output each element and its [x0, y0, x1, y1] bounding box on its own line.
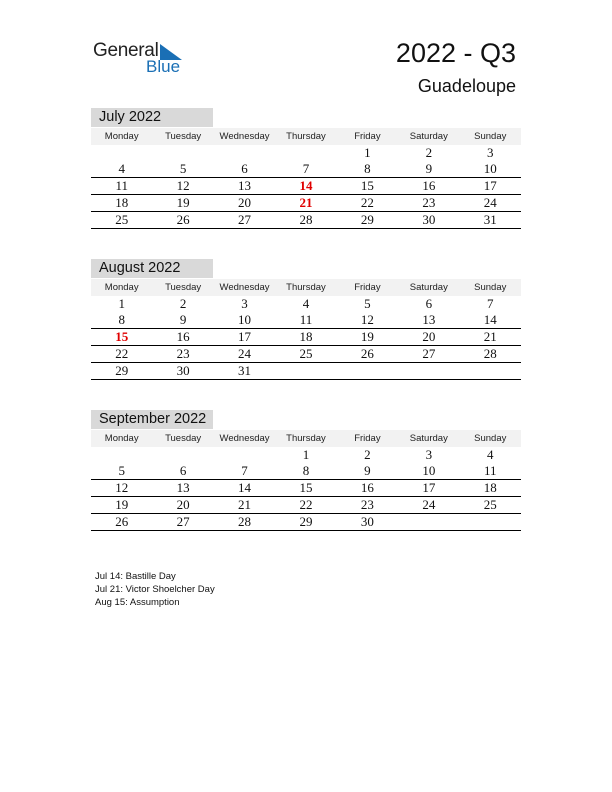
day-cell: 26 — [91, 514, 152, 531]
day-cell: 16 — [152, 329, 213, 346]
day-cell: 4 — [487, 447, 494, 462]
holiday-notes — [95, 570, 215, 609]
week-row — [91, 178, 521, 195]
day-cell: 1 — [118, 296, 125, 311]
empty-day-cell — [275, 145, 336, 161]
day-cell: 2 — [425, 145, 433, 160]
empty-day-cell — [460, 363, 521, 380]
weekday-label: Sunday — [460, 128, 521, 145]
day-cell: 8 — [275, 463, 336, 480]
weekday-label: Saturday — [398, 430, 459, 447]
month-title: July 2022 — [91, 108, 213, 127]
week-row — [91, 312, 521, 329]
empty-day-cell — [152, 447, 213, 463]
month-block-september — [91, 410, 521, 531]
day-cell: 26 — [152, 212, 213, 229]
day-cell: 29 — [275, 514, 336, 531]
weekday-label: Wednesday — [214, 279, 275, 296]
day-cell: 2 — [179, 296, 187, 311]
day-cell: 13 — [214, 178, 275, 195]
month-calendar-grid — [91, 430, 521, 531]
weekday-header-row — [91, 128, 521, 145]
day-cell: 11 — [91, 178, 152, 195]
day-cell: 10 — [460, 161, 521, 178]
day-cell: 21 — [460, 329, 521, 346]
day-cell: 18 — [275, 329, 336, 346]
empty-day-cell — [91, 145, 152, 161]
day-cell: 6 — [152, 463, 213, 480]
weekday-label: Tuesday — [152, 279, 213, 296]
day-cell: 7 — [214, 463, 275, 480]
empty-day-cell — [275, 363, 336, 380]
day-cell: 10 — [214, 312, 275, 329]
day-cell: 22 — [275, 497, 336, 514]
day-cell: 30 — [398, 212, 459, 229]
weekday-header-row — [91, 430, 521, 447]
holiday-note: Jul 21: Victor Shoelcher Day — [95, 584, 215, 595]
day-cell: 15 — [275, 480, 336, 497]
day-cell: 28 — [460, 346, 521, 363]
week-row — [91, 463, 521, 480]
day-cell: 21 — [214, 497, 275, 514]
day-cell: 27 — [152, 514, 213, 531]
day-cell: 14 — [275, 178, 336, 195]
day-cell: 29 — [91, 363, 152, 380]
day-cell: 13 — [398, 312, 459, 329]
weekday-label: Friday — [337, 279, 398, 296]
day-cell: 11 — [275, 312, 336, 329]
month-calendar-grid — [91, 279, 521, 380]
day-cell: 17 — [460, 178, 521, 195]
day-cell: 31 — [460, 212, 521, 229]
weekday-label: Thursday — [275, 128, 336, 145]
week-row — [91, 329, 521, 346]
logo-text-blue: Blue — [146, 57, 181, 76]
day-cell: 7 — [275, 161, 336, 178]
holiday-note: Jul 14: Bastille Day — [95, 571, 176, 582]
week-row — [91, 514, 521, 531]
day-cell: 8 — [91, 312, 152, 329]
day-cell: 20 — [214, 195, 275, 212]
empty-day-cell — [337, 363, 398, 380]
day-cell: 15 — [91, 329, 152, 346]
week-row — [91, 363, 521, 380]
day-cell: 14 — [214, 480, 275, 497]
weekday-header-row — [91, 279, 521, 296]
day-cell: 25 — [275, 346, 336, 363]
day-cell: 25 — [460, 497, 521, 514]
day-cell: 30 — [337, 514, 398, 531]
day-cell: 18 — [91, 195, 152, 212]
day-cell: 27 — [398, 346, 459, 363]
weekday-label: Thursday — [275, 279, 336, 296]
month-calendar-grid — [91, 128, 521, 229]
weekday-label: Saturday — [398, 279, 459, 296]
weekday-label: Wednesday — [214, 430, 275, 447]
day-cell: 4 — [91, 161, 152, 178]
day-cell: 20 — [398, 329, 459, 346]
day-cell: 25 — [91, 212, 152, 229]
day-cell: 26 — [337, 346, 398, 363]
day-cell: 24 — [398, 497, 459, 514]
day-cell: 3 — [241, 296, 248, 311]
week-row — [91, 161, 521, 178]
day-cell: 24 — [460, 195, 521, 212]
day-cell: 20 — [152, 497, 213, 514]
day-cell: 19 — [152, 195, 213, 212]
week-row — [91, 195, 521, 212]
logo — [93, 40, 193, 80]
day-cell: 5 — [152, 161, 213, 178]
day-cell: 13 — [152, 480, 213, 497]
day-cell: 16 — [337, 480, 398, 497]
day-cell: 2 — [364, 447, 371, 462]
empty-day-cell — [214, 145, 275, 161]
day-cell: 14 — [460, 312, 521, 329]
month-title: August 2022 — [91, 259, 213, 278]
day-cell: 29 — [337, 212, 398, 229]
day-cell: 9 — [337, 463, 398, 480]
day-cell: 8 — [337, 161, 398, 178]
day-cell: 17 — [214, 329, 275, 346]
weekday-label: Monday — [91, 128, 152, 145]
day-cell: 22 — [337, 195, 398, 212]
day-cell: 9 — [152, 312, 213, 329]
day-cell: 23 — [398, 195, 459, 212]
day-cell: 5 — [91, 463, 152, 480]
week-row — [91, 447, 521, 463]
day-cell: 12 — [337, 312, 398, 329]
weekday-label: Monday — [91, 279, 152, 296]
day-cell: 23 — [152, 346, 213, 363]
day-cell: 1 — [364, 145, 371, 160]
day-cell: 6 — [425, 296, 433, 311]
day-cell: 30 — [152, 363, 213, 380]
empty-day-cell — [460, 514, 521, 531]
day-cell: 11 — [460, 463, 521, 480]
week-row — [91, 497, 521, 514]
day-cell: 5 — [364, 296, 371, 311]
weekday-label: Saturday — [398, 128, 459, 145]
day-cell: 3 — [487, 145, 494, 160]
empty-day-cell — [398, 514, 459, 531]
day-cell: 22 — [91, 346, 152, 363]
day-cell: 12 — [91, 480, 152, 497]
week-row — [91, 145, 521, 161]
day-cell: 10 — [398, 463, 459, 480]
day-cell: 19 — [91, 497, 152, 514]
day-cell: 27 — [214, 212, 275, 229]
weekday-label: Sunday — [460, 430, 521, 447]
weekday-label: Friday — [337, 128, 398, 145]
weekday-label: Tuesday — [152, 430, 213, 447]
empty-day-cell — [398, 363, 459, 380]
day-cell: 19 — [337, 329, 398, 346]
month-block-august — [91, 259, 521, 380]
country-name: Guadeloupe — [417, 76, 516, 96]
day-cell: 4 — [302, 296, 310, 311]
weekday-label: Wednesday — [214, 128, 275, 145]
week-row — [91, 480, 521, 497]
day-cell: 3 — [425, 447, 433, 462]
weekday-label: Monday — [91, 430, 152, 447]
empty-day-cell — [152, 145, 213, 161]
holiday-note: Aug 15: Assumption — [95, 597, 180, 608]
day-cell: 31 — [214, 363, 275, 380]
day-cell: 21 — [275, 195, 336, 212]
day-cell: 17 — [398, 480, 459, 497]
weekday-label: Tuesday — [152, 128, 213, 145]
day-cell: 7 — [487, 296, 494, 311]
day-cell: 24 — [214, 346, 275, 363]
day-cell: 16 — [398, 178, 459, 195]
weekday-label: Thursday — [275, 430, 336, 447]
weekday-label: Friday — [337, 430, 398, 447]
day-cell: 28 — [275, 212, 336, 229]
day-cell: 9 — [398, 161, 459, 178]
day-cell: 18 — [460, 480, 521, 497]
day-cell: 6 — [214, 161, 275, 178]
month-title: September 2022 — [91, 410, 213, 429]
week-row — [91, 296, 521, 312]
weekday-label: Sunday — [460, 279, 521, 296]
empty-day-cell — [91, 447, 152, 463]
week-row — [91, 212, 521, 229]
month-block-july — [91, 108, 521, 229]
logo-text-general: General — [93, 40, 159, 61]
day-cell: 12 — [152, 178, 213, 195]
week-row — [91, 346, 521, 363]
day-cell: 1 — [302, 447, 310, 462]
day-cell: 28 — [214, 514, 275, 531]
page-title: 2022 - Q3 — [395, 38, 516, 68]
day-cell: 15 — [337, 178, 398, 195]
day-cell: 23 — [337, 497, 398, 514]
empty-day-cell — [214, 447, 275, 463]
